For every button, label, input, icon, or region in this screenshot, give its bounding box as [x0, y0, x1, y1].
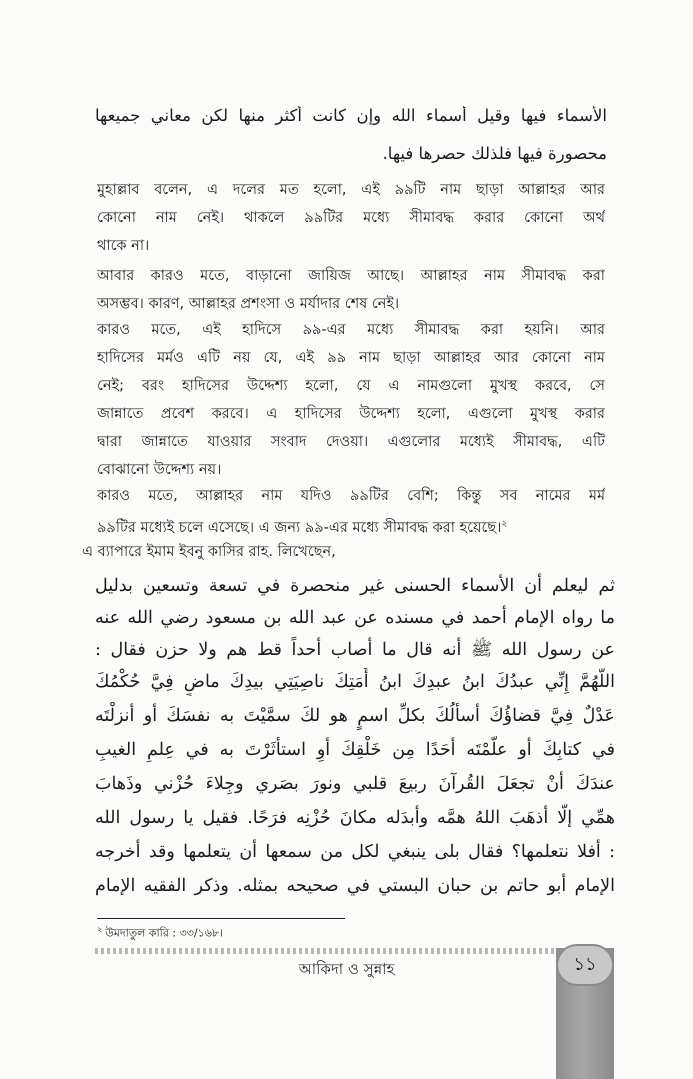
paragraph-line: মুহাল্লাব বলেন, এ দলের মত হলো, এই ৯৯টি নাম ছাড়া আল্লাহর আর — [97, 182, 605, 198]
arabic-top-line-2: محصورة فيها فلذلك حصرها فيها. — [382, 144, 607, 163]
paragraph-line: নেই; বরং হাদিসের উদ্দেশ্য হলো, যে এ নামগুলো মুখস্থ করবে, সে — [97, 378, 605, 394]
paragraph-line: কারও মতে, আল্লাহর নাম যদিও ৯৯টির বেশি; কিন্তু সব নামের মর্ম — [97, 488, 605, 504]
intro-line — [82, 538, 590, 566]
paragraph-increase — [97, 262, 605, 318]
paragraph-line-text: ৯৯টির মধ্যেই চলে এসেছে। এ জন্য ৯৯-এর মধ্যে সীমাবদ্ধ করা হয়েছে। — [97, 519, 502, 536]
footnote-reference: ২ — [501, 519, 508, 529]
arabic-quote-line-3: عن رسول الله ﷺ أنه قال ما أصاب أحداً قط هم ولا حزن فقال : — [95, 640, 615, 660]
arabic-quote-line-8: همِّي إلَّا أذهَبَ اللهُ همَّه وأبدَله مكانَ حُزْنِه فرَحًا. فقيل يا رسول الله — [95, 808, 615, 828]
arabic-quote-line-2: ما رواه الإمام أحمد في مسنده عن عبد الله بن مسعود رضي الله عنه — [95, 608, 615, 628]
paragraph-line: আবার কারও মতে, বাড়ানো জায়িজ আছে। আল্লাহর নাম সীমাবদ্ধ করা — [97, 268, 605, 284]
footnote — [97, 924, 397, 944]
footnote-rule — [97, 918, 345, 919]
footnote-text: উমদাতুল কারি : ৩৩/১৬৮। — [105, 926, 223, 940]
page-number: ১১ — [556, 944, 614, 986]
paragraph-line: জান্নাতে প্রবেশ করবে। এ হাদিসের উদ্দেশ্য হলো, এগুলো মুখস্থ করার — [97, 406, 605, 422]
paragraph-line: কোনো নাম নেই। থাকলে ৯৯টির মধ্যে সীমাবদ্ধ করার কোনো অর্থ — [97, 210, 605, 226]
footer-divider — [95, 948, 555, 954]
arabic-quote-line-4: اللَّهُمَّ إِنِّي عبدُكَ ابنُ عبدِكَ ابنُ أَمَتِكَ ناصِيَتِي بيدِكَ ماضٍ فِيَّ حُكْمُكَ — [95, 672, 615, 692]
paragraph-line: কারও মতে, এই হাদিসে ৯৯-এর মধ্যে সীমাবদ্ধ করা হয়নি। আর — [97, 322, 605, 338]
paragraph-line: বোঝানো উদ্দেশ্য নয়। — [97, 462, 222, 478]
paragraph-line: অসম্ভব। কারণ, আল্লাহর প্রশংসা ও মর্যাদার শেষ নেই। — [97, 296, 400, 312]
paragraph-line: দ্বারা জান্নাতে যাওয়ার সংবাদ দেওয়া। এগুলোর মধ্যেই সীমাবদ্ধ, এটি — [97, 434, 605, 450]
paragraph-hadith-meaning — [97, 316, 605, 484]
arabic-quote-line-10: الإمام أبو حاتم بن حبان البستي في صحيحه بمثله. وذكر الفقيه الإمام — [95, 876, 615, 896]
paragraph-line: হাদিসের মর্মও এটি নয় যে, এই ৯৯ নাম ছাড়া আল্লাহর আর কোনো নাম — [97, 350, 605, 366]
paragraph-muhallab — [97, 176, 605, 260]
arabic-quote-line-5: عَدْلٌ فِيَّ قضاؤُكَ أسأَلُكَ بكلِّ اسمٍ هو لكَ سمَّيْتَ به نفسَكَ أو أنزلْتَه — [95, 706, 615, 726]
footnote-marker: ২ — [97, 925, 103, 934]
paragraph-line: থাকে না। — [97, 238, 150, 254]
arabic-quote-line-6: في كتابِكَ أو علَّمْتَه أحَدًا مِن خَلْقِكَ أوِ استأثَرْتَ به في عِلمِ الغيبِ — [95, 740, 615, 760]
intro-text: এ ব্যাপারে ইমাম ইবনু কাসির রাহ. লিখেছেন, — [82, 544, 336, 560]
paragraph-meaning-included — [97, 482, 605, 542]
arabic-quote-line-7: عندَكَ أنْ تجعَلَ القُرآنَ ربيعَ قلبي ونورَ بصَري وجِلاءَ حُزْني وذَهابَ — [95, 774, 615, 794]
arabic-quote-line-9: : أفلا نتعلمها؟ فقال بلى ينبغي لكل من سمعها أن يتعلمها وقد أخرجه — [95, 842, 615, 862]
arabic-quote-line-1: ثم ليعلم أن الأسماء الحسنى غير منحصرة في تسعة وتسعين بدليل — [95, 576, 615, 596]
arabic-top-line-1: الأسماء فيها وقيل أسماء الله وإن كانت أكثر منها لكن معاني جميعها — [95, 106, 607, 125]
footer-book-title: আকিদা ও সুন্নাহ — [298, 960, 395, 978]
